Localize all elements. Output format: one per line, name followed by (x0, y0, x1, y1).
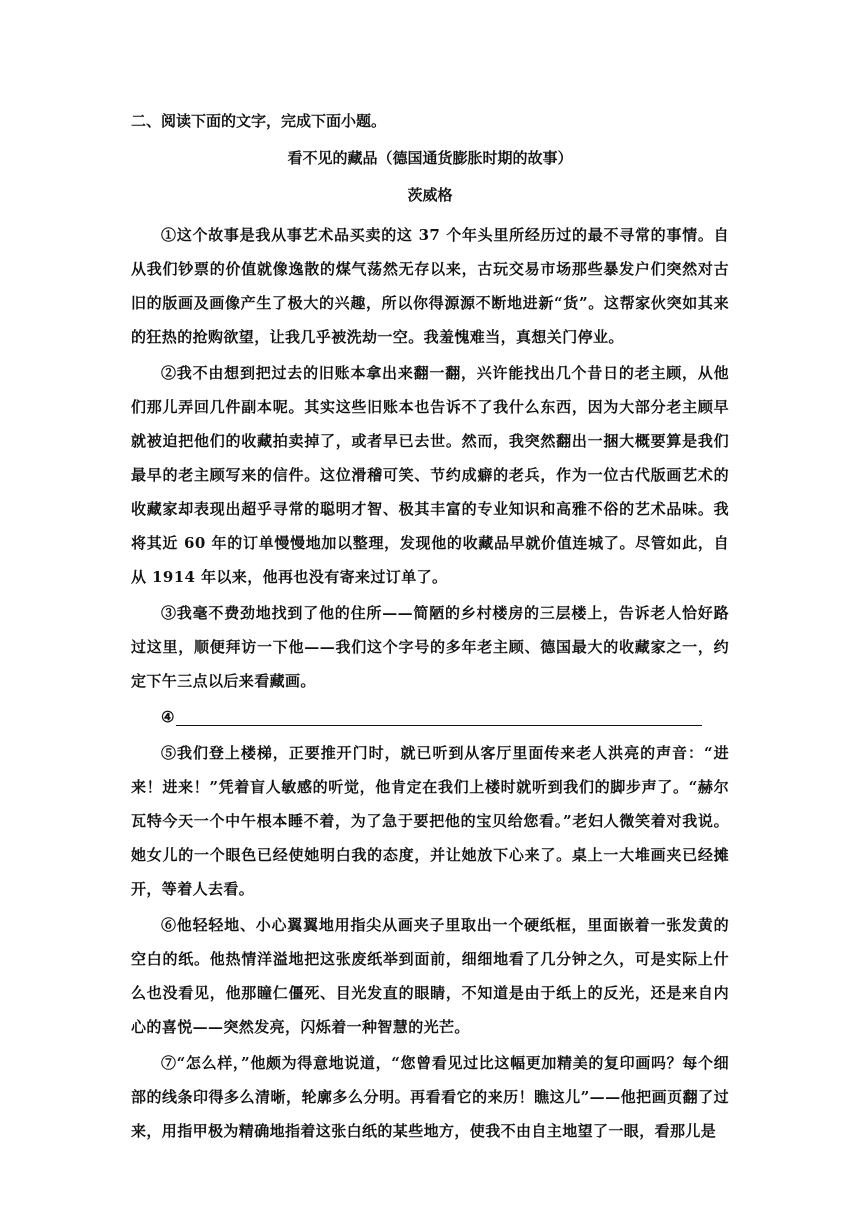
section-heading: 二、阅读下面的文字，完成下面小题。 (131, 112, 387, 130)
paragraph-7: ⑦“怎么样，”他颇为得意地说道，“您曾看见过比这幅更加精美的复印画吗？每个细部的线条印得多么清晰，轮廓多么分明。再看看它的来历！瞧这儿”——他把画页翻了过来，用指甲极为精确地指着这张白纸的某些地方，使我不由自主地望了一眼，看那儿是 (131, 1054, 729, 1140)
paragraph-2: ②我不由想到把过去的旧账本拿出来翻一翻，兴许能找出几个昔日的老主顾，从他们那儿弄回几件副本呢。其实这些旧账本也告诉不了我什么东西，因为大部分老主顾早就被迫把他们的收藏拍卖掉了，或者早已去世。然而，我突然翻出一捆大概要算是我们最早的老主顾写来的信件。这位滑稽可笑、节约成癖的老兵，作为一位古代版画艺术的收藏家却表现出超乎寻常的聪明才智、极其丰富的专业知识和高雅不俗的艺术品味。我将其近 60 年的订单慢慢地加以整理，发现他的收藏品早就价值连城了。尽管如此，自从 1914 年以来，他再也没有寄来过订单了。 (131, 364, 729, 586)
paragraph-4-blank (131, 700, 729, 734)
article-author: 茨威格 (407, 186, 453, 204)
document-content (131, 107, 729, 1150)
paragraph-6: ⑥他轻轻地、小心翼翼地用指尖从画夹子里取出一个硬纸框，里面嵌着一张发黄的空白的纸。他热情洋溢地把这张废纸举到面前，细细地看了几分钟之久，可是实际上什么也没看见，他那瞳仁僵死、目光发直的眼睛，不知道是由于纸上的反光，还是来自内心的喜悦——突然发亮，闪烁着一种智慧的光芒。 (131, 916, 729, 1036)
article-title: 看不见的藏品（德国通货膨胀时期的故事） (287, 149, 573, 167)
paragraph-5: ⑤我们登上楼梯，正要推开门时，就已听到从客厅里面传来老人洪亮的声音：“进来！进来！”凭着盲人敏感的听觉，他肯定在我们上楼时就听到我们的脚步声了。“赫尔瓦特今天一个中午根本睡不着，为了急于要把他的宝贝给您看。”老妇人微笑着对我说。她女儿的一个眼色已经使她明白我的态度，并让她放下心来了。桌上一大堆画夹已经摊开，等着人去看。 (131, 744, 729, 898)
answer-blank-line[interactable] (176, 705, 702, 726)
paragraph-4-marker: ④ (161, 708, 175, 726)
paragraph-3: ③我毫不费劲地找到了他的住所——简陋的乡村楼房的三层楼上，告诉老人恰好路过这里，顺便拜访一下他——我们这个字号的多年老主顾、德国最大的收藏家之一，约定下午三点以后来看藏画。 (131, 604, 729, 690)
paragraph-1: ①这个故事是我从事艺术品买卖的这 37 个年头里所经历过的最不寻常的事情。自从我们钞票的价值就像逸散的煤气荡然无存以来，古玩交易市场那些暴发户们突然对古旧的版画及画像产生了极大的兴趣，所以你得源源不断地进新“货”。这帮家伙突如其来的狂热的抢购欲望，让我几乎被洗劫一空。我羞愧难当，真想关门停业。 (131, 226, 729, 346)
